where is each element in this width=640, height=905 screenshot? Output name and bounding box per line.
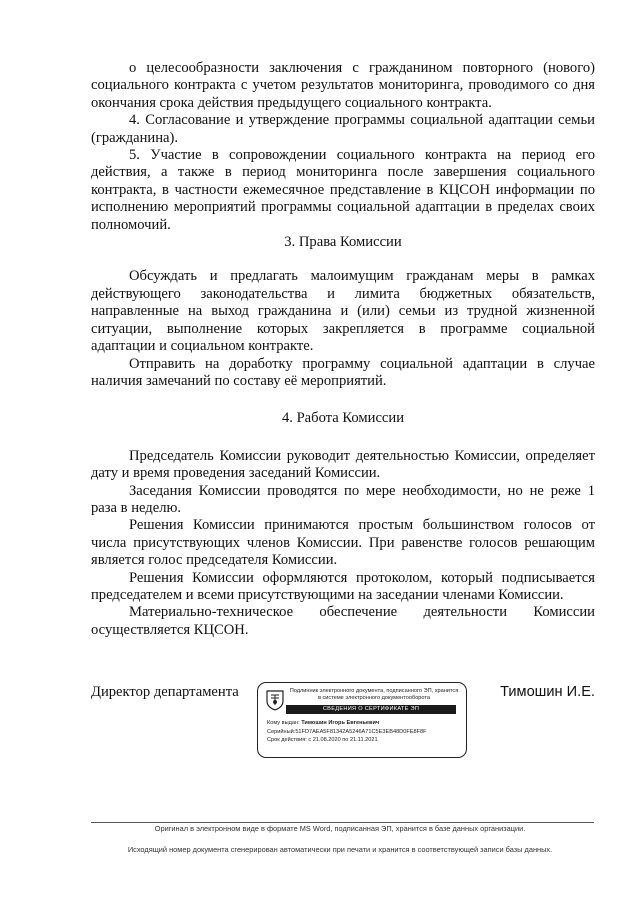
signer-name: Тимошин И.Е. [500, 684, 595, 700]
stamp-header: Подлинник электронного документа, подписанного ЭП, хранится в системе электронного документооборота [289, 688, 459, 701]
electronic-signature-stamp [257, 682, 467, 758]
footer-original-note: Оригинал в электронном виде в формате MS Word, подписанная ЭП, хранится в базе данных организации. [154, 824, 526, 833]
paragraph: Председатель Комиссии руководит деятельностью Комиссии, определяет дату и время проведения заседаний Комиссии. [91, 447, 595, 482]
stamp-serial: 51FD7AEA5F81342A5246A71C5E3EB48D0FE8F8F [295, 728, 427, 735]
paragraph: Решения Комиссии принимаются простым большинством голосов от числа присутствующих членов Комиссии. При равенстве голосов решающим является голос председателя Комиссии. [91, 517, 595, 569]
coat-of-arms-icon [265, 689, 285, 711]
paragraph: Обсуждать и предлагать малоимущим гражданам меры в рамках действующего законодательства и лимита бюджетных обязательств, направленные на выход гражданина и (или) семьи из трудной жизненной ситуации, выполнение которых закрепляется в программе социальной адаптации и социальном контракте. [91, 268, 595, 355]
stamp-certificate-bar: СВЕДЕНИЯ О СЕРТИФИКАТЕ ЭП [286, 705, 456, 714]
stamp-issued-to: Тимошин Игорь Евгеньевич [301, 720, 380, 726]
paragraph: Материально-техническое обеспечение деятельности Комиссии осуществляется КЦСОН. [91, 604, 595, 638]
section-heading-rights: 3. Права Комиссии [284, 234, 402, 251]
footer-divider [91, 822, 594, 823]
stamp-validity: с 21.08.2020 по 21.11.2021 [308, 737, 378, 744]
paragraph: 5. Участие в сопровождении социального контракта на период его действия, а также в период мониторинга после завершения социального контракта, в частности ежемесячное представление в КЦСОН информации по исполнению мероприятий программы социальной адаптации в пределах своих полномочий. [91, 147, 595, 233]
signer-position: Директор департамента [91, 684, 239, 700]
paragraph: 4. Согласование и утверждение программы социальной адаптации семьи (гражданина). [91, 112, 595, 146]
footer-outgoing-number-note: Исходящий номер документа сгенерирован автоматически при печати и хранится в соответствующей записи базы данных. [127, 845, 553, 854]
paragraph: Отправить на доработку программу социальной адаптации в случае наличия замечаний по составу её мероприятий. [91, 355, 595, 389]
stamp-certificate-details: Кому выдан: Тимошин Игорь Евгеньевич Серийный:51FD7AEA5F81342A5246A71C5E3EB48D0FE8F8F Срок действия: с 21.08.2020 по 21.11.2021 [267, 720, 427, 744]
paragraph: Заседания Комиссии проводятся по мере необходимости, но не реже 1 раза в неделю. [91, 482, 595, 516]
paragraph: о целесообразности заключения с гражданином повторного (нового) социального контракта с учетом результатов мониторинга, проводимого со дня окончания срока действия предыдущего социального контракта. [91, 60, 595, 111]
signature-block [91, 682, 595, 762]
section-heading-work: 4. Работа Комиссии [281, 410, 405, 427]
paragraph: Решения Комиссии оформляются протоколом, который подписывается председателем и всеми присутствующими на заседании членами Комиссии. [91, 569, 595, 603]
document-body [91, 60, 595, 639]
